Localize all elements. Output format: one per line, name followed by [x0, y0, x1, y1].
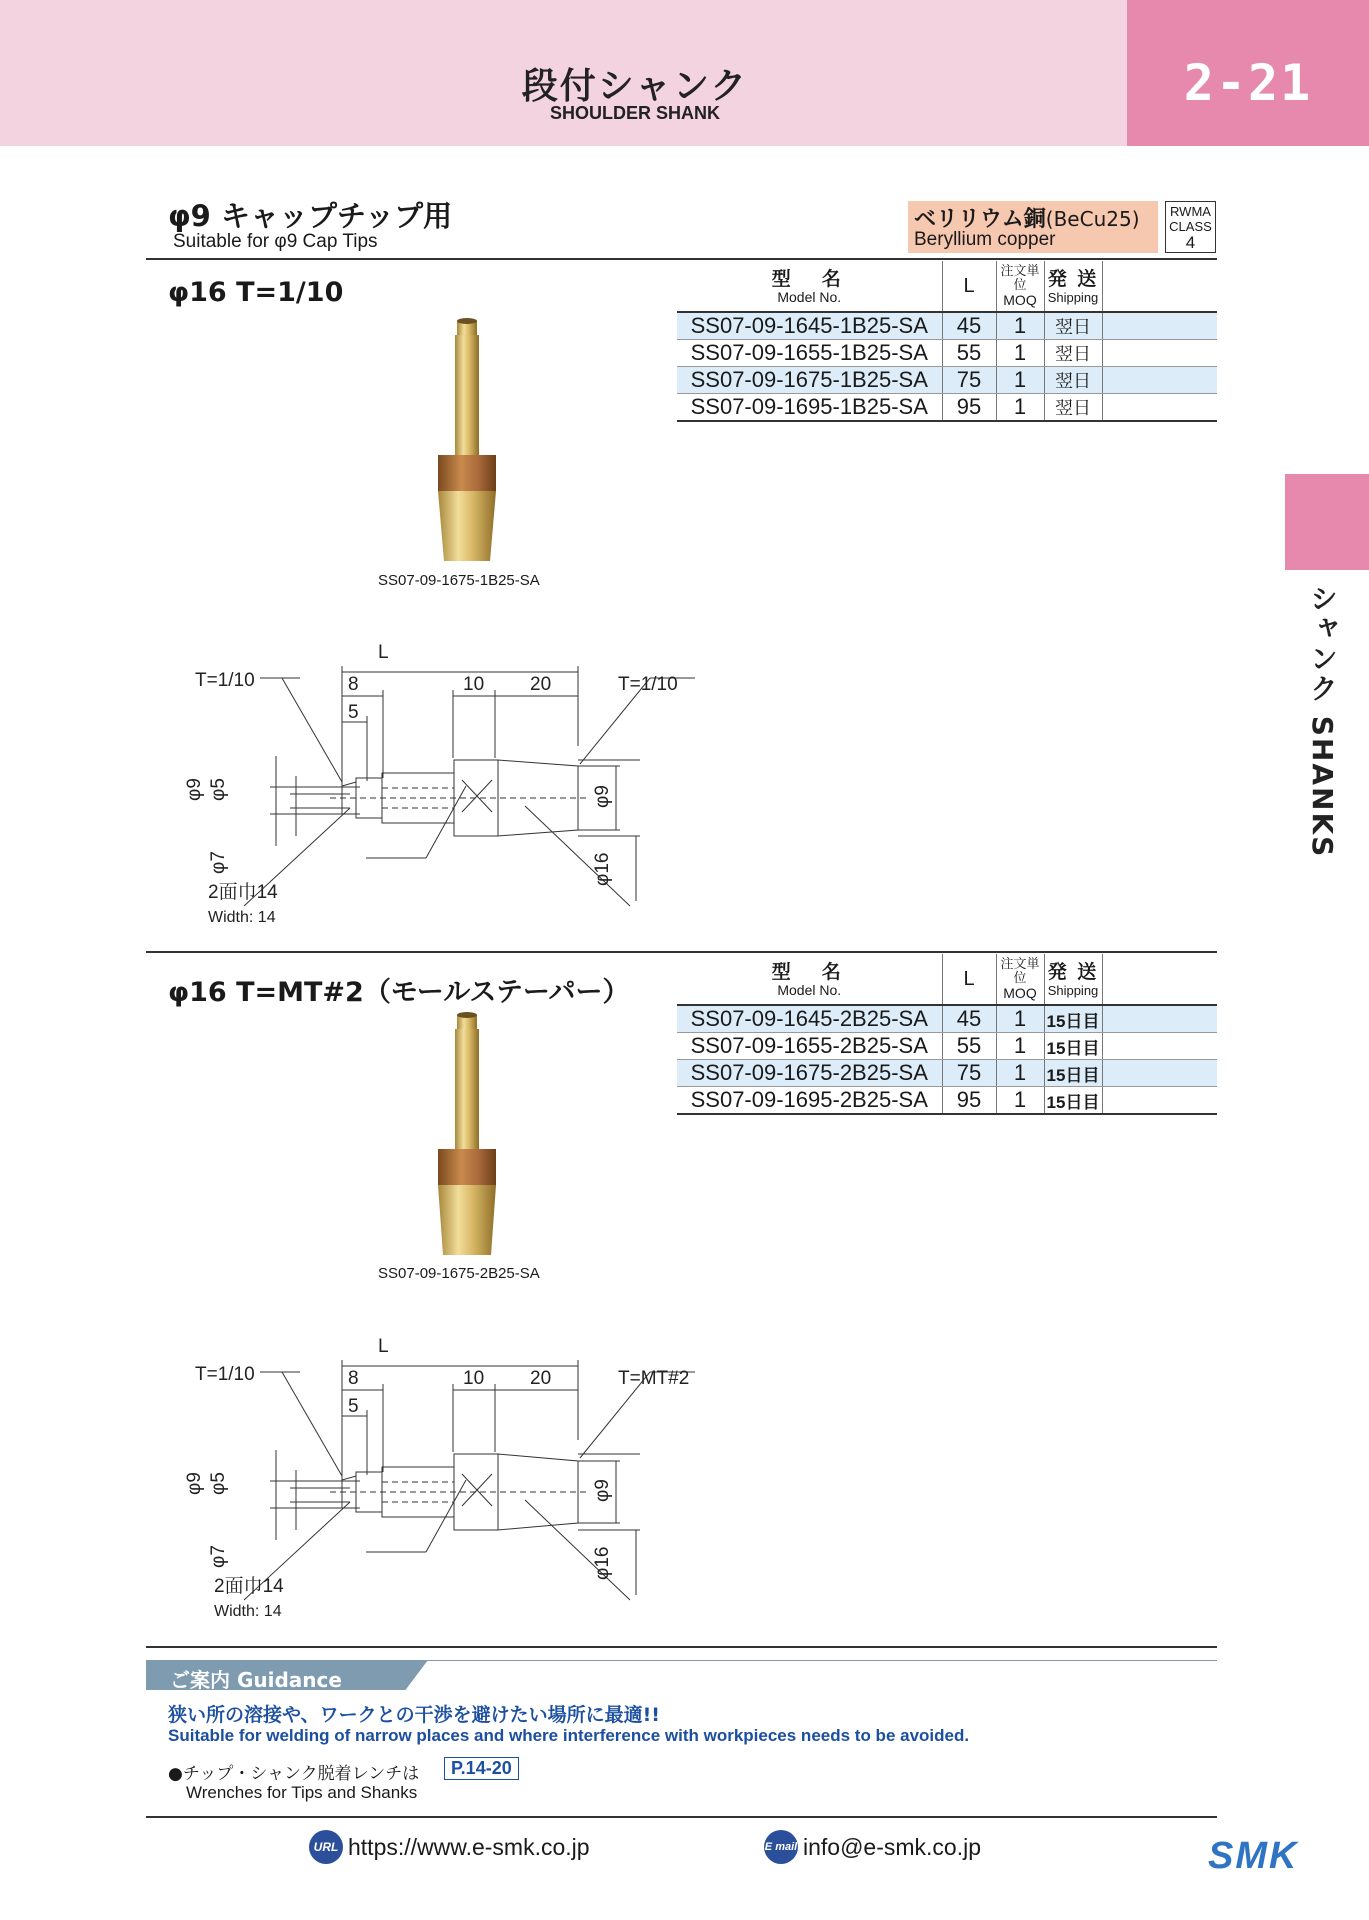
- material-name-en: Beryllium copper: [914, 229, 1056, 250]
- dim-phi16: φ16: [592, 1546, 613, 1580]
- model-cell: SS07-09-1655-1B25-SA: [677, 340, 942, 367]
- rwma-class-box: [1165, 201, 1216, 253]
- blank-cell: [1102, 1087, 1217, 1115]
- dim-taper-right: T=MT#2: [618, 1368, 690, 1389]
- col-shipping: 発 送 Shipping: [1044, 954, 1102, 1005]
- shipping-cell: 翌日: [1044, 367, 1102, 394]
- length-cell: 45: [942, 1005, 996, 1033]
- dim-phi7: φ7: [208, 1545, 229, 1568]
- table-header-row: [677, 954, 1217, 1005]
- guidance-rule: [420, 1660, 1217, 1661]
- table-row: [677, 1005, 1217, 1033]
- col-length: L: [942, 954, 996, 1005]
- divider: [146, 951, 1217, 953]
- product-1-table: [677, 261, 1217, 422]
- moq-cell: 1: [996, 394, 1044, 422]
- col-model: 型 名 Model No.: [677, 261, 942, 312]
- dim-8: 8: [348, 674, 359, 695]
- col-length: L: [942, 261, 996, 312]
- dim-phi9-right: φ9: [592, 785, 613, 808]
- model-cell: SS07-09-1675-2B25-SA: [677, 1060, 942, 1087]
- dim-L: L: [378, 1336, 389, 1357]
- dim-phi9-right: φ9: [592, 1479, 613, 1502]
- table-row: [677, 312, 1217, 340]
- table-row: [677, 367, 1217, 394]
- shipping-cell: 15日目: [1044, 1087, 1102, 1115]
- dim-8: 8: [348, 1368, 359, 1389]
- moq-cell: 1: [996, 1033, 1044, 1060]
- dim-phi7: φ7: [208, 851, 229, 874]
- blank-cell: [1102, 1005, 1217, 1033]
- page-number: 2-21: [1183, 54, 1313, 112]
- guidance-text-jp: 狭い所の溶接や、ワークとの干渉を避けたい場所に最適!!: [168, 1704, 660, 1726]
- blank-cell: [1102, 312, 1217, 340]
- side-tab-label: シャンク SHANKS: [1306, 584, 1339, 859]
- dim-10: 10: [463, 674, 485, 695]
- col-moq: 注文単位 MOQ: [996, 954, 1044, 1005]
- col-shipping: 発 送 Shipping: [1044, 261, 1102, 312]
- dim-phi5: φ5: [208, 1472, 229, 1495]
- width-en: Width: 14: [214, 1603, 282, 1620]
- length-cell: 55: [942, 1033, 996, 1060]
- moq-cell: 1: [996, 1060, 1044, 1087]
- table-row: [677, 1033, 1217, 1060]
- footer-url-link[interactable]: https://www.e-smk.co.jp: [348, 1834, 590, 1860]
- dim-5: 5: [348, 702, 359, 723]
- shipping-cell: 翌日: [1044, 312, 1102, 340]
- guidance-title: ご案内 Guidance: [170, 1668, 342, 1692]
- dim-phi5: φ5: [208, 778, 229, 801]
- table-row: [677, 1060, 1217, 1087]
- width-jp: 2面巾14: [214, 1576, 284, 1597]
- page-title-jp: 段付シャンク: [521, 66, 749, 107]
- rwma-class-label: CLASS: [1169, 219, 1212, 234]
- length-cell: 55: [942, 340, 996, 367]
- product-1-title: φ16 T=1/10: [168, 277, 344, 308]
- material-name-jp: ベリリウム銅(BeCu25): [914, 207, 1140, 232]
- model-cell: SS07-09-1695-2B25-SA: [677, 1087, 942, 1115]
- guidance-text-en: Suitable for welding of narrow places and where interference with workpieces needs to be avoided.: [168, 1726, 970, 1745]
- technical-drawing-2: [184, 1330, 710, 1640]
- blank-cell: [1102, 1060, 1217, 1087]
- wrench-page-link[interactable]: P.14-20: [444, 1757, 519, 1780]
- rwma-class-value: 4: [1185, 233, 1196, 252]
- shank-photo-1: [420, 316, 520, 566]
- dim-L: L: [378, 642, 389, 663]
- wrench-note-jp: ●チップ・シャンク脱着レンチは: [168, 1764, 420, 1784]
- dim-5: 5: [348, 1396, 359, 1417]
- wrench-note-en: Wrenches for Tips and Shanks: [186, 1783, 418, 1802]
- blank-cell: [1102, 340, 1217, 367]
- divider: [146, 258, 1217, 260]
- dim-phi9-left: φ9: [184, 1472, 205, 1495]
- dim-10: 10: [463, 1368, 485, 1389]
- model-cell: SS07-09-1695-1B25-SA: [677, 394, 942, 422]
- shipping-cell: 15日目: [1044, 1060, 1102, 1087]
- col-blank: [1102, 261, 1217, 312]
- model-cell: SS07-09-1675-1B25-SA: [677, 367, 942, 394]
- shipping-cell: 翌日: [1044, 394, 1102, 422]
- product-2-table: [677, 954, 1217, 1115]
- model-cell: SS07-09-1645-2B25-SA: [677, 1005, 942, 1033]
- table-row: [677, 394, 1217, 422]
- shipping-cell: 15日目: [1044, 1005, 1102, 1033]
- model-cell: SS07-09-1655-2B25-SA: [677, 1033, 942, 1060]
- moq-cell: 1: [996, 1087, 1044, 1115]
- shipping-cell: 15日目: [1044, 1033, 1102, 1060]
- blank-cell: [1102, 1033, 1217, 1060]
- moq-cell: 1: [996, 367, 1044, 394]
- moq-cell: 1: [996, 312, 1044, 340]
- dim-20: 20: [530, 1368, 552, 1389]
- photo-1-caption: SS07-09-1675-1B25-SA: [378, 572, 540, 589]
- length-cell: 95: [942, 394, 996, 422]
- shipping-cell: 翌日: [1044, 340, 1102, 367]
- table-row: [677, 340, 1217, 367]
- page-title-en: SHOULDER SHANK: [549, 103, 720, 123]
- photo-2-caption: SS07-09-1675-2B25-SA: [378, 1265, 540, 1282]
- col-moq: 注文単位 MOQ: [996, 261, 1044, 312]
- technical-drawing-1: [184, 636, 710, 946]
- length-cell: 75: [942, 1060, 996, 1087]
- blank-cell: [1102, 394, 1217, 422]
- footer-email-link[interactable]: info@e-smk.co.jp: [803, 1834, 982, 1860]
- dim-phi16: φ16: [592, 852, 613, 886]
- model-cell: SS07-09-1645-1B25-SA: [677, 312, 942, 340]
- dim-taper-right: T=1/10: [618, 674, 678, 695]
- product-2-title: φ16 T=MT#2（モールステーパー）: [168, 977, 630, 1008]
- width-en: Width: 14: [208, 909, 276, 926]
- length-cell: 45: [942, 312, 996, 340]
- section-subtitle: Suitable for φ9 Cap Tips: [173, 231, 378, 252]
- col-model: 型 名 Model No.: [677, 954, 942, 1005]
- width-jp: 2面巾14: [208, 882, 278, 903]
- divider: [146, 1816, 1217, 1818]
- dim-phi9-left: φ9: [184, 778, 205, 801]
- moq-cell: 1: [996, 340, 1044, 367]
- url-icon: URL: [309, 1830, 343, 1864]
- table-row: [677, 1087, 1217, 1115]
- divider: [146, 1646, 1217, 1648]
- smk-logo: SMK: [1208, 1835, 1299, 1877]
- dim-taper-left: T=1/10: [195, 670, 255, 691]
- section-title: φ9 キャップチップ用: [168, 199, 453, 233]
- col-blank: [1102, 954, 1217, 1005]
- mail-icon: E mail: [764, 1830, 798, 1864]
- moq-cell: 1: [996, 1005, 1044, 1033]
- side-tab-marker: [1285, 474, 1369, 570]
- dim-taper-left: T=1/10: [195, 1364, 255, 1385]
- material-grade: (BeCu25): [1045, 207, 1140, 231]
- shank-photo-2: [420, 1010, 520, 1260]
- rwma-label: RWMA: [1170, 204, 1211, 219]
- length-cell: 75: [942, 367, 996, 394]
- table-header-row: [677, 261, 1217, 312]
- length-cell: 95: [942, 1087, 996, 1115]
- blank-cell: [1102, 367, 1217, 394]
- dim-20: 20: [530, 674, 552, 695]
